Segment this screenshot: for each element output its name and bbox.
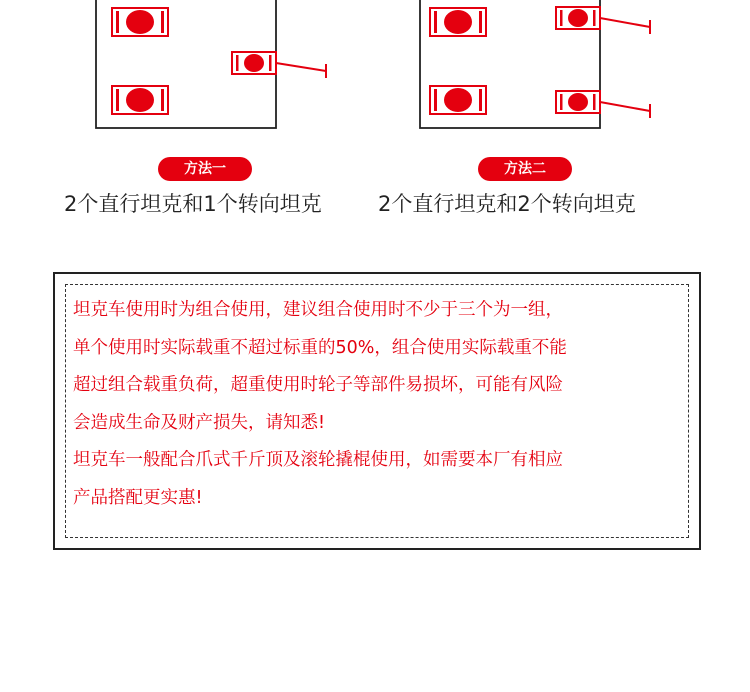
notice-line: 超过组合载重负荷，超重使用时轮子等部件易损坏，可能有风险 <box>73 375 563 395</box>
steering-handle <box>600 102 650 111</box>
method-1-badge: 方法一 <box>158 157 252 181</box>
notice-box <box>53 272 701 550</box>
steering-tank-icon <box>556 7 600 29</box>
notice-line: 单个使用时实际载重不超过标重的50%，组合使用实际载重不能 <box>73 337 567 358</box>
notice-line: 坦克车使用时为组合使用，建议组合使用时不少于三个为一组， <box>73 300 563 320</box>
notice-line: 会造成生命及财产损失，请知悉! <box>73 412 326 433</box>
notice-line: 坦克车一般配合爪式千斤顶及滚轮撬棍使用，如需要本厂有相应 <box>73 450 563 470</box>
notice-text <box>73 292 685 517</box>
diagram-method-2 <box>414 0 664 135</box>
method-2-caption: 2个直行坦克和2个转向坦克 <box>378 192 636 216</box>
method-2-badge: 方法二 <box>478 157 572 181</box>
straight-tank-icon <box>430 8 486 36</box>
straight-tank-icon <box>112 8 168 36</box>
steering-handle <box>600 18 650 27</box>
steering-tank-icon <box>556 91 600 113</box>
steering-tank-icon <box>232 52 276 74</box>
steering-handle <box>276 63 326 71</box>
notice-line: 产品搭配更实惠! <box>73 487 203 508</box>
straight-tank-icon <box>430 86 486 114</box>
diagram-method-1 <box>90 0 340 135</box>
method-1-caption: 2个直行坦克和1个转向坦克 <box>64 192 322 216</box>
straight-tank-icon <box>112 86 168 114</box>
